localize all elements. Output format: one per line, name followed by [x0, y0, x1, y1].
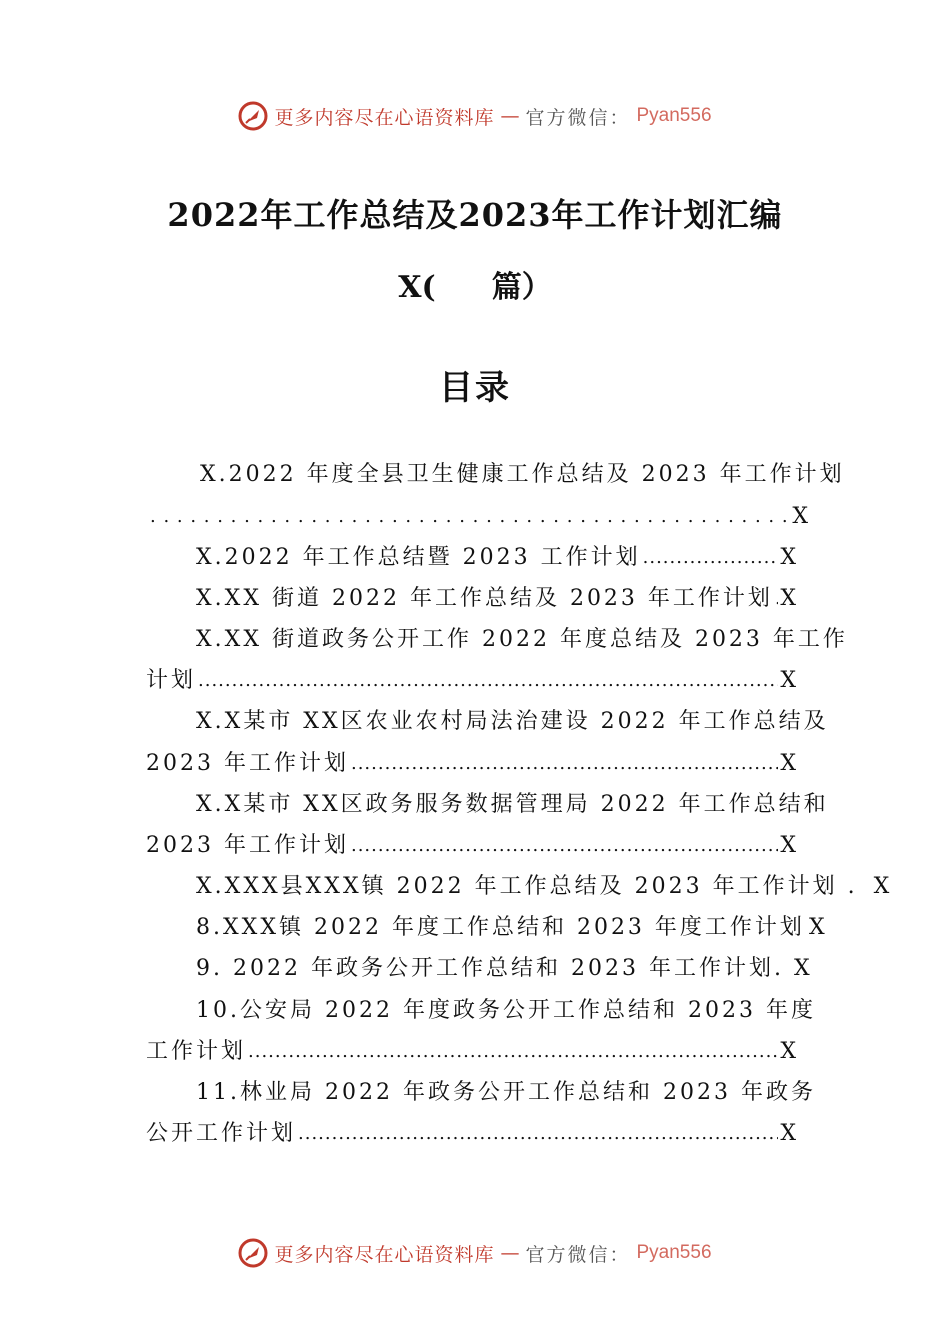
toc-entry-text-cont: 2023 年工作计划	[146, 833, 349, 858]
toc-entry-6-line2[interactable]	[146, 831, 796, 861]
dot-leader	[248, 1037, 778, 1067]
toc-entry-11-line2[interactable]	[146, 1119, 796, 1149]
document-title: 2022年工作总结及2023年工作计划汇编	[167, 196, 783, 234]
toc-heading: 目录	[439, 368, 511, 408]
toc-page-number: X	[792, 504, 808, 529]
toc-entry-text-cont: 工作计划	[146, 1039, 247, 1064]
toc-page-number: X	[793, 956, 810, 981]
toc-entry-text-cont: 公开工作计划	[146, 1121, 297, 1146]
dot-leader	[298, 1119, 778, 1149]
toc-entry-text: 9. 2022 年政务公开工作总结和 2023 年工作计划.	[196, 956, 784, 981]
toc-page-number: X	[780, 751, 796, 776]
dot-leader	[775, 584, 778, 614]
toc-page-number: X	[780, 1121, 796, 1146]
banner-dash: —	[500, 105, 520, 127]
toc-entry-text: 11.林业局 2022 年政务公开工作总结和 2023 年政务	[196, 1080, 816, 1105]
toc-entry-text: X.2022 年度全县卫生健康工作总结及 2023 年工作计划	[200, 462, 845, 487]
toc-entry-5-line1[interactable]	[196, 707, 829, 737]
dot-leader	[198, 666, 778, 696]
banner-label: 官方微信：	[525, 1243, 631, 1266]
toc-entry-4-line2[interactable]	[146, 666, 796, 696]
toc-entry-3[interactable]	[196, 584, 796, 614]
document-subtitle	[0, 262, 950, 306]
toc-page-number: X	[780, 586, 796, 611]
banner-brand: 更多内容尽在心语资料库	[274, 1243, 495, 1266]
toc-entry-text: X.XX 街道政务公开工作 2022 年度总结及 2023 年工作	[196, 627, 848, 652]
toc-entry-text: X.X某市 XX区政务服务数据管理局 2022 年工作总结和	[196, 792, 829, 817]
toc-page-number: X	[780, 668, 796, 693]
toc-entry-text: X.XX 街道 2022 年工作总结及 2023 年工作计划	[196, 586, 773, 611]
subtitle-left: X(	[398, 270, 436, 305]
toc-entry-text: X.XXX县XXX镇 2022 年工作总结及 2023 年工作计划 .	[196, 874, 858, 899]
subtitle-right: 篇）	[491, 270, 552, 305]
footer-banner	[0, 1233, 950, 1273]
toc-entry-text-cont: 2023 年工作计划	[146, 751, 349, 776]
toc-page-number: X	[780, 833, 796, 858]
toc-entry-4-line1[interactable]	[196, 625, 848, 655]
dot-leader	[643, 543, 779, 573]
toc-entry-2[interactable]	[196, 543, 796, 573]
toc-entry-10-line2[interactable]	[146, 1037, 796, 1067]
toc-entry-5-line2[interactable]	[146, 749, 796, 779]
toc-entry-11-line1[interactable]	[196, 1078, 816, 1108]
toc-entry-text: 8.XXX镇 2022 年度工作总结和 2023 年度工作计划	[196, 915, 805, 940]
toc-page-number: X	[780, 1039, 796, 1064]
toc-entry-1-line1[interactable]	[200, 460, 845, 490]
toc-entry-1-line2[interactable]	[148, 502, 808, 532]
toc-entry-9[interactable]	[196, 954, 810, 984]
header-banner	[0, 96, 950, 136]
banner-dash: —	[500, 1242, 520, 1264]
quill-logo-icon	[238, 1238, 268, 1268]
toc-entry-text: 10.公安局 2022 年度政务公开工作总结和 2023 年度	[196, 998, 816, 1023]
toc-entry-10-line1[interactable]	[196, 996, 816, 1026]
banner-label: 官方微信：	[525, 106, 631, 129]
toc-page-number: X	[780, 545, 796, 570]
toc-entry-text: X.X某市 XX区农业农村局法治建设 2022 年工作总结及	[196, 709, 829, 734]
toc-entry-6-line1[interactable]	[196, 790, 829, 820]
toc-entry-7[interactable]	[196, 872, 890, 902]
toc-entry-text: X.2022 年工作总结暨 2023 工作计划	[196, 545, 641, 570]
quill-logo-icon	[238, 101, 268, 131]
dot-leader	[351, 831, 778, 861]
banner-wechat-id: Pyan556	[636, 105, 712, 126]
toc-page-number: X	[808, 915, 825, 940]
dot-leader	[351, 749, 778, 779]
toc-entry-text-cont: 计划	[146, 668, 197, 693]
banner-wechat-id: Pyan556	[636, 1242, 712, 1263]
toc-entry-8[interactable]	[196, 913, 825, 943]
banner-brand: 更多内容尽在心语资料库	[274, 106, 495, 129]
toc-page-number: X	[873, 874, 890, 899]
dot-leader	[150, 502, 790, 532]
